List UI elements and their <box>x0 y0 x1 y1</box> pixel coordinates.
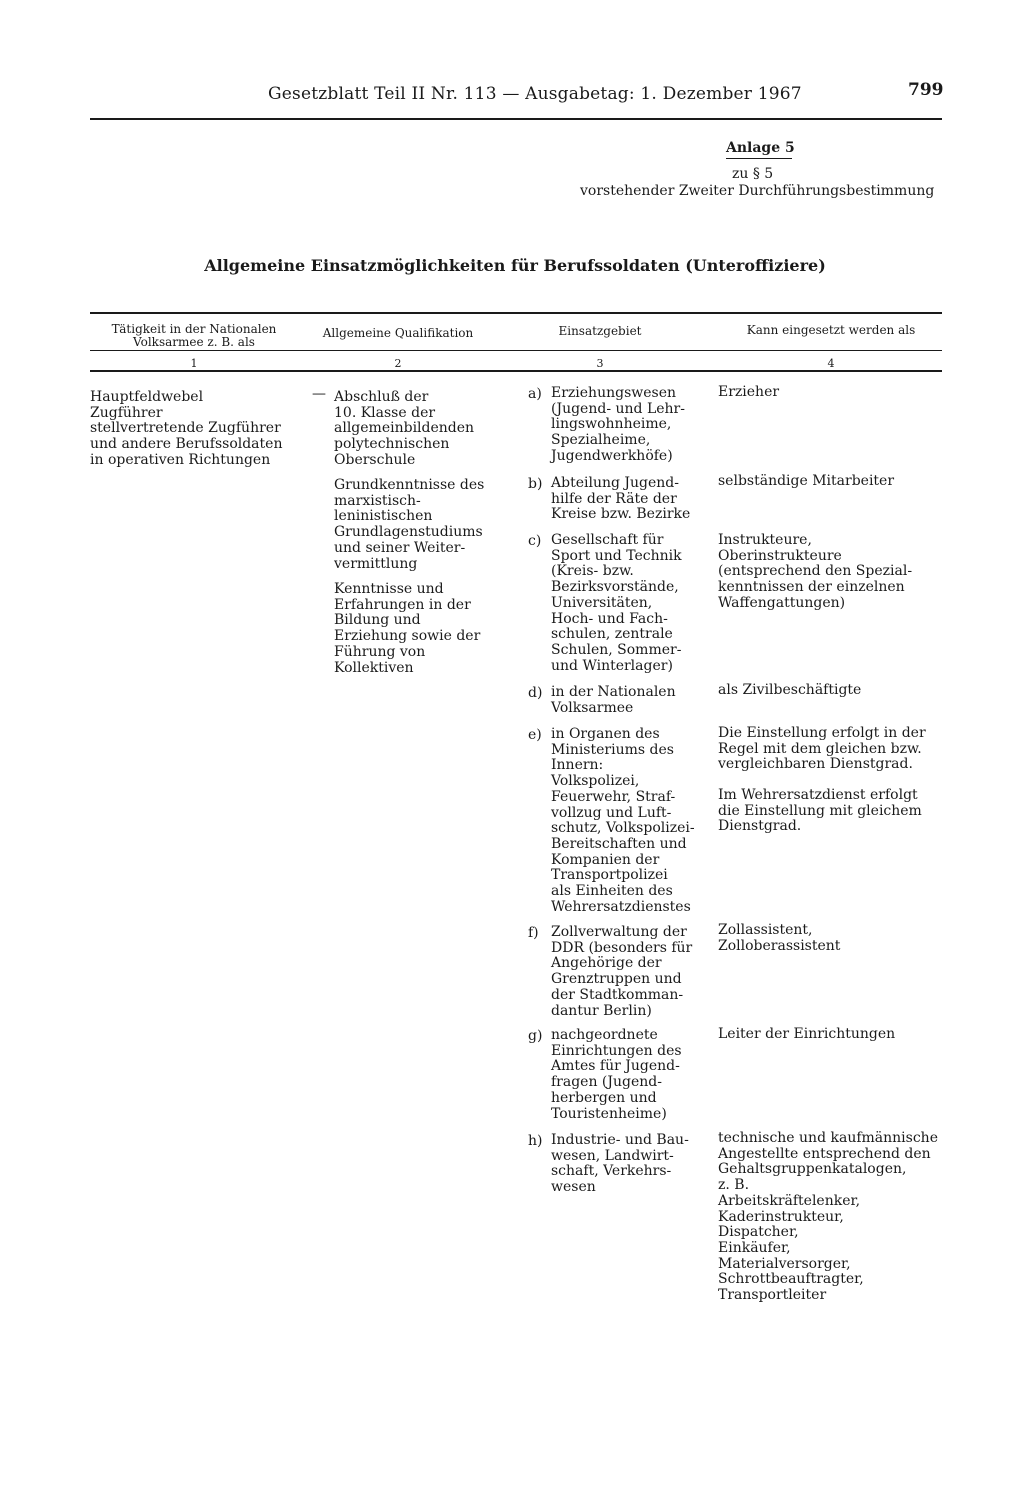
use-text: Erzieher <box>718 384 780 400</box>
qualification-item: Abschluß der 10. Klasse der allgemeinbildenden polytechnischen Oberschule <box>334 389 475 468</box>
column-number-2: 2 <box>394 357 402 370</box>
use-text: selbständige Mitarbeiter <box>718 473 895 489</box>
area-letter: c) <box>528 533 542 549</box>
area-text: Zollverwaltung der DDR (besonders für Angehörige der Grenztruppen und der Stadtkomman- dantur Berlin) <box>551 924 693 1019</box>
column-number-1: 1 <box>190 357 198 370</box>
area-letter: e) <box>528 727 542 743</box>
area-letter: f) <box>528 925 539 941</box>
column-header-use: Kann eingesetzt werden als <box>746 323 916 337</box>
area-text: in Organen des Ministeriums des Innern: Volkspolizei, Feuerwehr, Straf- vollzug und Luft- schutz, Volkspolizei- Bereitschaften und Kompanien der Transportpolizei als Einheiten des Wehrersatzdienstes <box>551 726 695 915</box>
appendix-reference: zu § 5 <box>732 166 774 182</box>
use-text: Die Einstellung erfolgt in der Regel mit dem gleichen bzw. vergleichbaren Dienstgrad. <box>718 725 926 773</box>
use-text: technische und kaufmännische Angestellte entsprechend den Gehaltsgruppenkatalogen, z. B. Arbeitskräftelenker, Kaderinstrukteur, Dispatcher, Einkäufer, Materialversorger, Schrottbeauftragter, Transportleiter <box>718 1130 938 1304</box>
column-header-area: Einsatzgebiet <box>558 324 642 338</box>
use-text: Zollassistent, Zolloberassistent <box>718 922 841 954</box>
table-number-rule <box>90 370 942 372</box>
area-text: Erziehungswesen (Jugend- und Lehr- lingswohnheime, Spezialheime, Jugendwerkhöfe) <box>551 385 685 464</box>
area-text: Gesellschaft für Sport und Technik (Kreis- bzw. Bezirksvorstände, Universitäten, Hoch- und Fach- schulen, zentrale Schulen, Sommer- und Winterlager) <box>551 532 682 674</box>
area-text: nachgeordnete Einrichtungen des Amtes für Jugend- fragen (Jugend- herbergen und Touristenheime) <box>551 1027 682 1122</box>
area-text: Industrie- und Bau- wesen, Landwirt- schaft, Verkehrs- wesen <box>551 1132 689 1196</box>
area-letter: h) <box>528 1133 543 1149</box>
area-letter: d) <box>528 685 543 701</box>
qualification-dash: — <box>312 386 326 402</box>
table-top-rule <box>90 312 942 314</box>
document-title: Allgemeine Einsatzmöglichkeiten für Berufssoldaten (Unteroffiziere) <box>204 256 826 275</box>
appendix-label: Anlage 5 <box>726 140 795 156</box>
table-header-rule <box>90 350 942 351</box>
column-header-qualification: Allgemeine Qualifikation <box>322 326 474 340</box>
area-letter: a) <box>528 386 542 402</box>
use-text: Instrukteure, Oberinstrukteure (entsprechend den Spezial- kenntnissen der einzelnen Waffengattungen) <box>718 532 913 611</box>
column-header-activity: Tätigkeit in der Nationalen Volksarmee z. B. als <box>111 322 277 349</box>
qualification-item: Grundkenntnisse des marxistisch- leninistischen Grundlagenstudiums und seiner Weiter- vermittlung <box>334 477 485 572</box>
area-letter: b) <box>528 476 543 492</box>
column-number-4: 4 <box>827 357 835 370</box>
use-text: als Zivilbeschäftigte <box>718 682 862 698</box>
area-letter: g) <box>528 1028 543 1044</box>
column-number-3: 3 <box>596 357 604 370</box>
header-divider <box>90 118 942 120</box>
page-number: 799 <box>908 80 944 100</box>
area-text: in der Nationalen Volksarmee <box>551 684 676 716</box>
appendix-underline <box>726 158 792 159</box>
appendix-description: vorstehender Zweiter Durchführungsbestimmung <box>580 183 935 199</box>
area-text: Abteilung Jugend- hilfe der Räte der Kreise bzw. Bezirke <box>551 475 691 523</box>
page-header: Gesetzblatt Teil II Nr. 113 — Ausgabetag: 1. Dezember 1967 <box>268 84 802 104</box>
qualification-item: Kenntnisse und Erfahrungen in der Bildung und Erziehung sowie der Führung von Kollektiven <box>334 581 481 676</box>
use-text: Leiter der Einrichtungen <box>718 1026 896 1042</box>
activity-cell: Hauptfeldwebel Zugführer stellvertretende Zugführer und andere Berufssoldaten in operativen Richtungen <box>90 389 283 468</box>
use-text-secondary: Im Wehrersatzdienst erfolgt die Einstellung mit gleichem Dienstgrad. <box>718 787 922 835</box>
